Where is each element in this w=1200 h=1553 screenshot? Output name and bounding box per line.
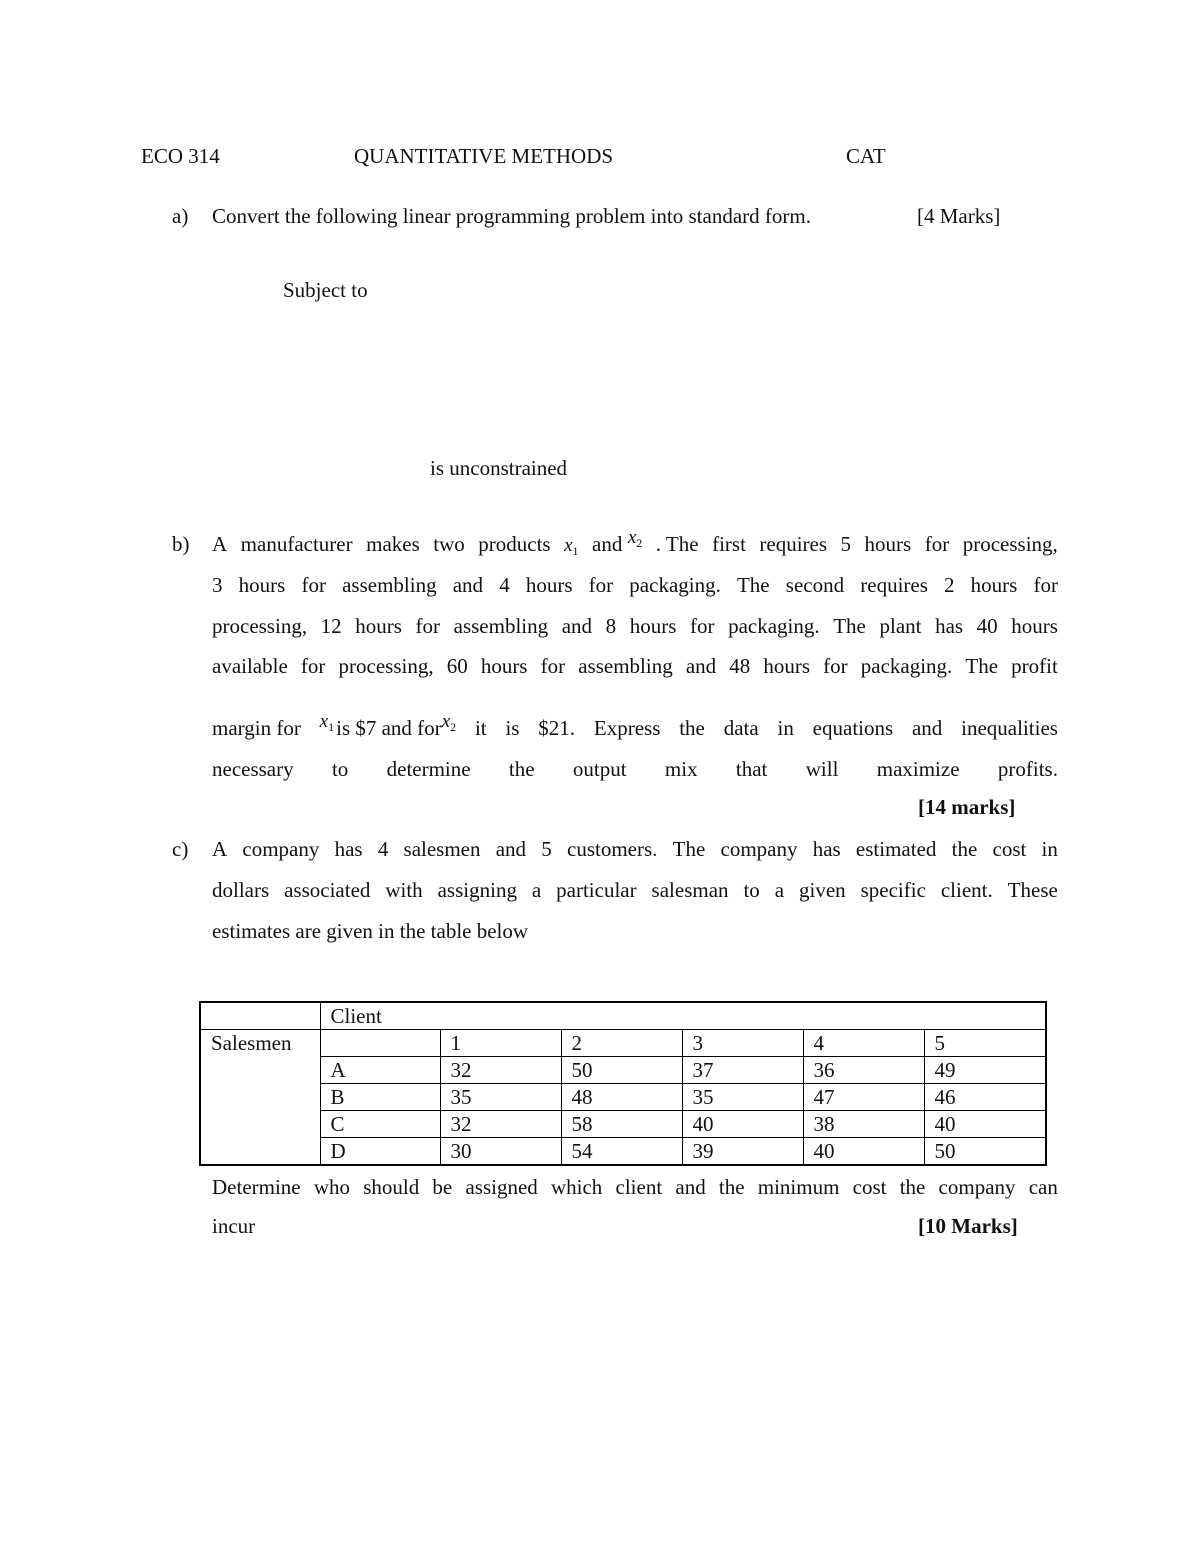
- client-number: 1: [440, 1030, 561, 1057]
- word: plant: [879, 614, 922, 638]
- client-header: Client: [320, 1002, 1046, 1030]
- line-1-word: hours: [864, 532, 912, 556]
- word: client.: [940, 878, 993, 902]
- word: and: [561, 614, 593, 638]
- var-subscript: 2: [636, 536, 643, 550]
- question-c-line-2: [212, 878, 1058, 902]
- question-b-line-6: [212, 757, 1058, 781]
- var-symbol: x: [319, 711, 329, 732]
- cost-cell: 50: [924, 1138, 1046, 1166]
- unconstrained-label: is unconstrained: [430, 456, 568, 480]
- word: necessary: [212, 757, 294, 781]
- client-number: 3: [682, 1030, 803, 1057]
- question-b-line-2: [212, 573, 1058, 597]
- word: with: [385, 878, 423, 902]
- word: client: [615, 1175, 663, 1199]
- word: These: [1007, 878, 1058, 902]
- line-1-word: first: [712, 532, 746, 556]
- word: assigning: [437, 878, 517, 902]
- word: A: [212, 837, 228, 861]
- word: The: [672, 837, 706, 861]
- question-b-line-5: [212, 711, 1058, 740]
- salesman-label: B: [320, 1084, 440, 1111]
- word: hours: [629, 614, 677, 638]
- word: maximize: [876, 757, 960, 781]
- cost-cell: 49: [924, 1057, 1046, 1084]
- cost-cell: 58: [561, 1111, 682, 1138]
- word: is $7 and for: [336, 716, 442, 740]
- word: and: [452, 573, 484, 597]
- word: for: [540, 654, 566, 678]
- word: Determine: [212, 1175, 301, 1199]
- word: the: [508, 757, 535, 781]
- cost-cell: 50: [561, 1057, 682, 1084]
- word: for: [415, 614, 441, 638]
- word: associated: [284, 878, 371, 902]
- salesman-label: A: [320, 1057, 440, 1084]
- cost-cell: 36: [803, 1057, 924, 1084]
- word: has: [334, 837, 363, 861]
- word: 5: [541, 837, 552, 861]
- word: assembling: [578, 654, 673, 678]
- word: assembling: [342, 573, 437, 597]
- word: dollars: [212, 878, 270, 902]
- table-row: [200, 1002, 1046, 1030]
- salesman-label: C: [320, 1111, 440, 1138]
- word: estimated: [855, 837, 937, 861]
- word: specific: [860, 878, 926, 902]
- table-row: [200, 1084, 1046, 1111]
- word: mix: [664, 757, 698, 781]
- client-number: 5: [924, 1030, 1046, 1057]
- word: and: [911, 716, 943, 740]
- word: can: [1028, 1175, 1058, 1199]
- cost-cell: 46: [924, 1084, 1046, 1111]
- word: hours: [480, 654, 528, 678]
- line-1-word: two: [433, 532, 465, 556]
- salesmen-header: Salesmen: [200, 1030, 320, 1166]
- word: processing,: [212, 614, 308, 638]
- word: cost: [852, 1175, 887, 1199]
- cost-cell: 30: [440, 1138, 561, 1166]
- word: requires: [860, 573, 928, 597]
- word: 4: [499, 573, 510, 597]
- word: company: [242, 837, 320, 861]
- question-a-label: a): [172, 204, 189, 228]
- table-cell: [320, 1030, 440, 1057]
- line-1-word: A: [212, 532, 228, 556]
- word: 60: [446, 654, 468, 678]
- question-b-marks: [14 marks]: [918, 795, 1016, 819]
- word: for: [1033, 573, 1058, 597]
- subject-to-label: Subject to: [283, 278, 368, 302]
- word: to: [331, 757, 349, 781]
- word: for: [690, 614, 715, 638]
- line-1-word: makes: [366, 532, 420, 556]
- word: for: [588, 573, 614, 597]
- word: in: [777, 716, 794, 740]
- word: hours: [970, 573, 1018, 597]
- line-1-word: processing,: [962, 532, 1058, 556]
- line-1-word: manufacturer: [240, 532, 353, 556]
- word: who: [313, 1175, 350, 1199]
- word: assembling: [453, 614, 549, 638]
- word: salesmen: [403, 837, 481, 861]
- word: it: [474, 716, 487, 740]
- var-subscript: 1: [328, 720, 335, 734]
- word: packaging.: [728, 614, 820, 638]
- word: The: [833, 614, 866, 638]
- word: $21.: [538, 716, 576, 740]
- word: be: [432, 1175, 453, 1199]
- word: is: [505, 716, 520, 740]
- word: to: [743, 878, 760, 902]
- word: for: [300, 654, 326, 678]
- variable-x2: [628, 524, 642, 548]
- word: salesman: [651, 878, 729, 902]
- cost-cell: 39: [682, 1138, 803, 1166]
- variable-x1: [564, 532, 578, 556]
- question-c-label: c): [172, 837, 189, 861]
- table-row: [200, 1030, 1046, 1057]
- salesman-label: D: [320, 1138, 440, 1166]
- var-subscript: 2: [450, 720, 457, 734]
- word: the: [718, 1175, 745, 1199]
- word: has: [812, 837, 841, 861]
- word: 3: [212, 573, 223, 597]
- line-1-word: . The: [655, 532, 699, 556]
- word: and: [495, 837, 527, 861]
- word: equations: [812, 716, 894, 740]
- client-number: 4: [803, 1030, 924, 1057]
- word: 2: [944, 573, 955, 597]
- table-row: [200, 1057, 1046, 1084]
- word: available: [212, 654, 288, 678]
- word: processing,: [338, 654, 434, 678]
- question-c-after-line-2: incur: [212, 1214, 256, 1238]
- cost-cell: 37: [682, 1057, 803, 1084]
- var-subscript: 1: [572, 544, 579, 558]
- cost-cell: 40: [682, 1111, 803, 1138]
- word: customers.: [567, 837, 658, 861]
- word: hours: [355, 614, 402, 638]
- word: 12: [320, 614, 342, 638]
- question-b-line-3: [212, 614, 1058, 638]
- word: company: [720, 837, 798, 861]
- word: 48: [729, 654, 751, 678]
- var-symbol: x: [627, 527, 637, 548]
- word: minimum: [757, 1175, 840, 1199]
- word: has: [935, 614, 964, 638]
- and-word: and: [592, 532, 623, 556]
- word: for: [301, 573, 326, 597]
- word: inequalities: [961, 716, 1058, 740]
- word: hours: [238, 573, 286, 597]
- word: The: [736, 573, 770, 597]
- word: that: [735, 757, 768, 781]
- word: assigned: [465, 1175, 538, 1199]
- question-c-after-line-1: [212, 1175, 1058, 1199]
- word: margin for: [212, 716, 301, 740]
- word: data: [723, 716, 759, 740]
- word: second: [785, 573, 845, 597]
- word: profits.: [997, 757, 1058, 781]
- cost-cell: 40: [924, 1111, 1046, 1138]
- word: the: [679, 716, 705, 740]
- word: hours: [525, 573, 573, 597]
- cost-cell: 48: [561, 1084, 682, 1111]
- cost-cell: 32: [440, 1111, 561, 1138]
- question-b-line-1: [212, 527, 1058, 558]
- cost-cell: 38: [803, 1111, 924, 1138]
- word: and: [675, 1175, 706, 1199]
- question-c-line-1: [212, 837, 1058, 861]
- word: profit: [1011, 654, 1058, 678]
- cost-table: [199, 1001, 1047, 1166]
- assessment-type: CAT: [846, 144, 886, 168]
- line-1-word: requires: [759, 532, 828, 556]
- word: will: [805, 757, 839, 781]
- word: 8: [605, 614, 617, 638]
- word: a: [531, 878, 542, 902]
- question-c-marks: [10 Marks]: [918, 1214, 1018, 1238]
- word: hours: [1011, 614, 1058, 638]
- question-c-line-3: estimates are given in the table below: [212, 919, 529, 943]
- cost-cell: 54: [561, 1138, 682, 1166]
- cost-cell: 35: [682, 1084, 803, 1111]
- var-symbol: x: [564, 535, 573, 556]
- question-a-text: Convert the following linear programming problem into standard form.: [212, 204, 811, 228]
- word: packaging.: [860, 654, 953, 678]
- cost-cell: 32: [440, 1057, 561, 1084]
- word: hours: [763, 654, 811, 678]
- word: 40: [976, 614, 998, 638]
- word: which: [550, 1175, 603, 1199]
- word: output: [572, 757, 627, 781]
- line-1-word: 5: [840, 532, 852, 556]
- question-a-marks: [4 Marks]: [917, 204, 1001, 228]
- cost-cell: 47: [803, 1084, 924, 1111]
- word: Express: [593, 716, 661, 740]
- word: the: [899, 1175, 926, 1199]
- word: determine: [386, 757, 471, 781]
- cost-cell: 35: [440, 1084, 561, 1111]
- x1-with-text: [319, 711, 457, 740]
- word: The: [965, 654, 999, 678]
- word: particular: [556, 878, 637, 902]
- word: a: [774, 878, 785, 902]
- table-corner-cell: [200, 1002, 320, 1030]
- word: should: [363, 1175, 420, 1199]
- var-symbol: x: [441, 711, 451, 732]
- line-1-word: for: [924, 532, 950, 556]
- table-row: [200, 1138, 1046, 1166]
- word: company: [938, 1175, 1016, 1199]
- question-b-label: b): [172, 532, 190, 556]
- cost-cell: 40: [803, 1138, 924, 1166]
- word: cost: [992, 837, 1027, 861]
- word: the: [951, 837, 978, 861]
- word: in: [1041, 837, 1058, 861]
- course-title: QUANTITATIVE METHODS: [354, 144, 614, 168]
- client-number: 2: [561, 1030, 682, 1057]
- word: packaging.: [629, 573, 721, 597]
- word: given: [799, 878, 846, 902]
- word: for: [823, 654, 848, 678]
- line-1-word: products: [478, 532, 551, 556]
- question-b-line-4: [212, 654, 1058, 678]
- table-row: [200, 1111, 1046, 1138]
- word: and: [685, 654, 717, 678]
- course-code: ECO 314: [141, 144, 220, 168]
- word: 4: [377, 837, 389, 861]
